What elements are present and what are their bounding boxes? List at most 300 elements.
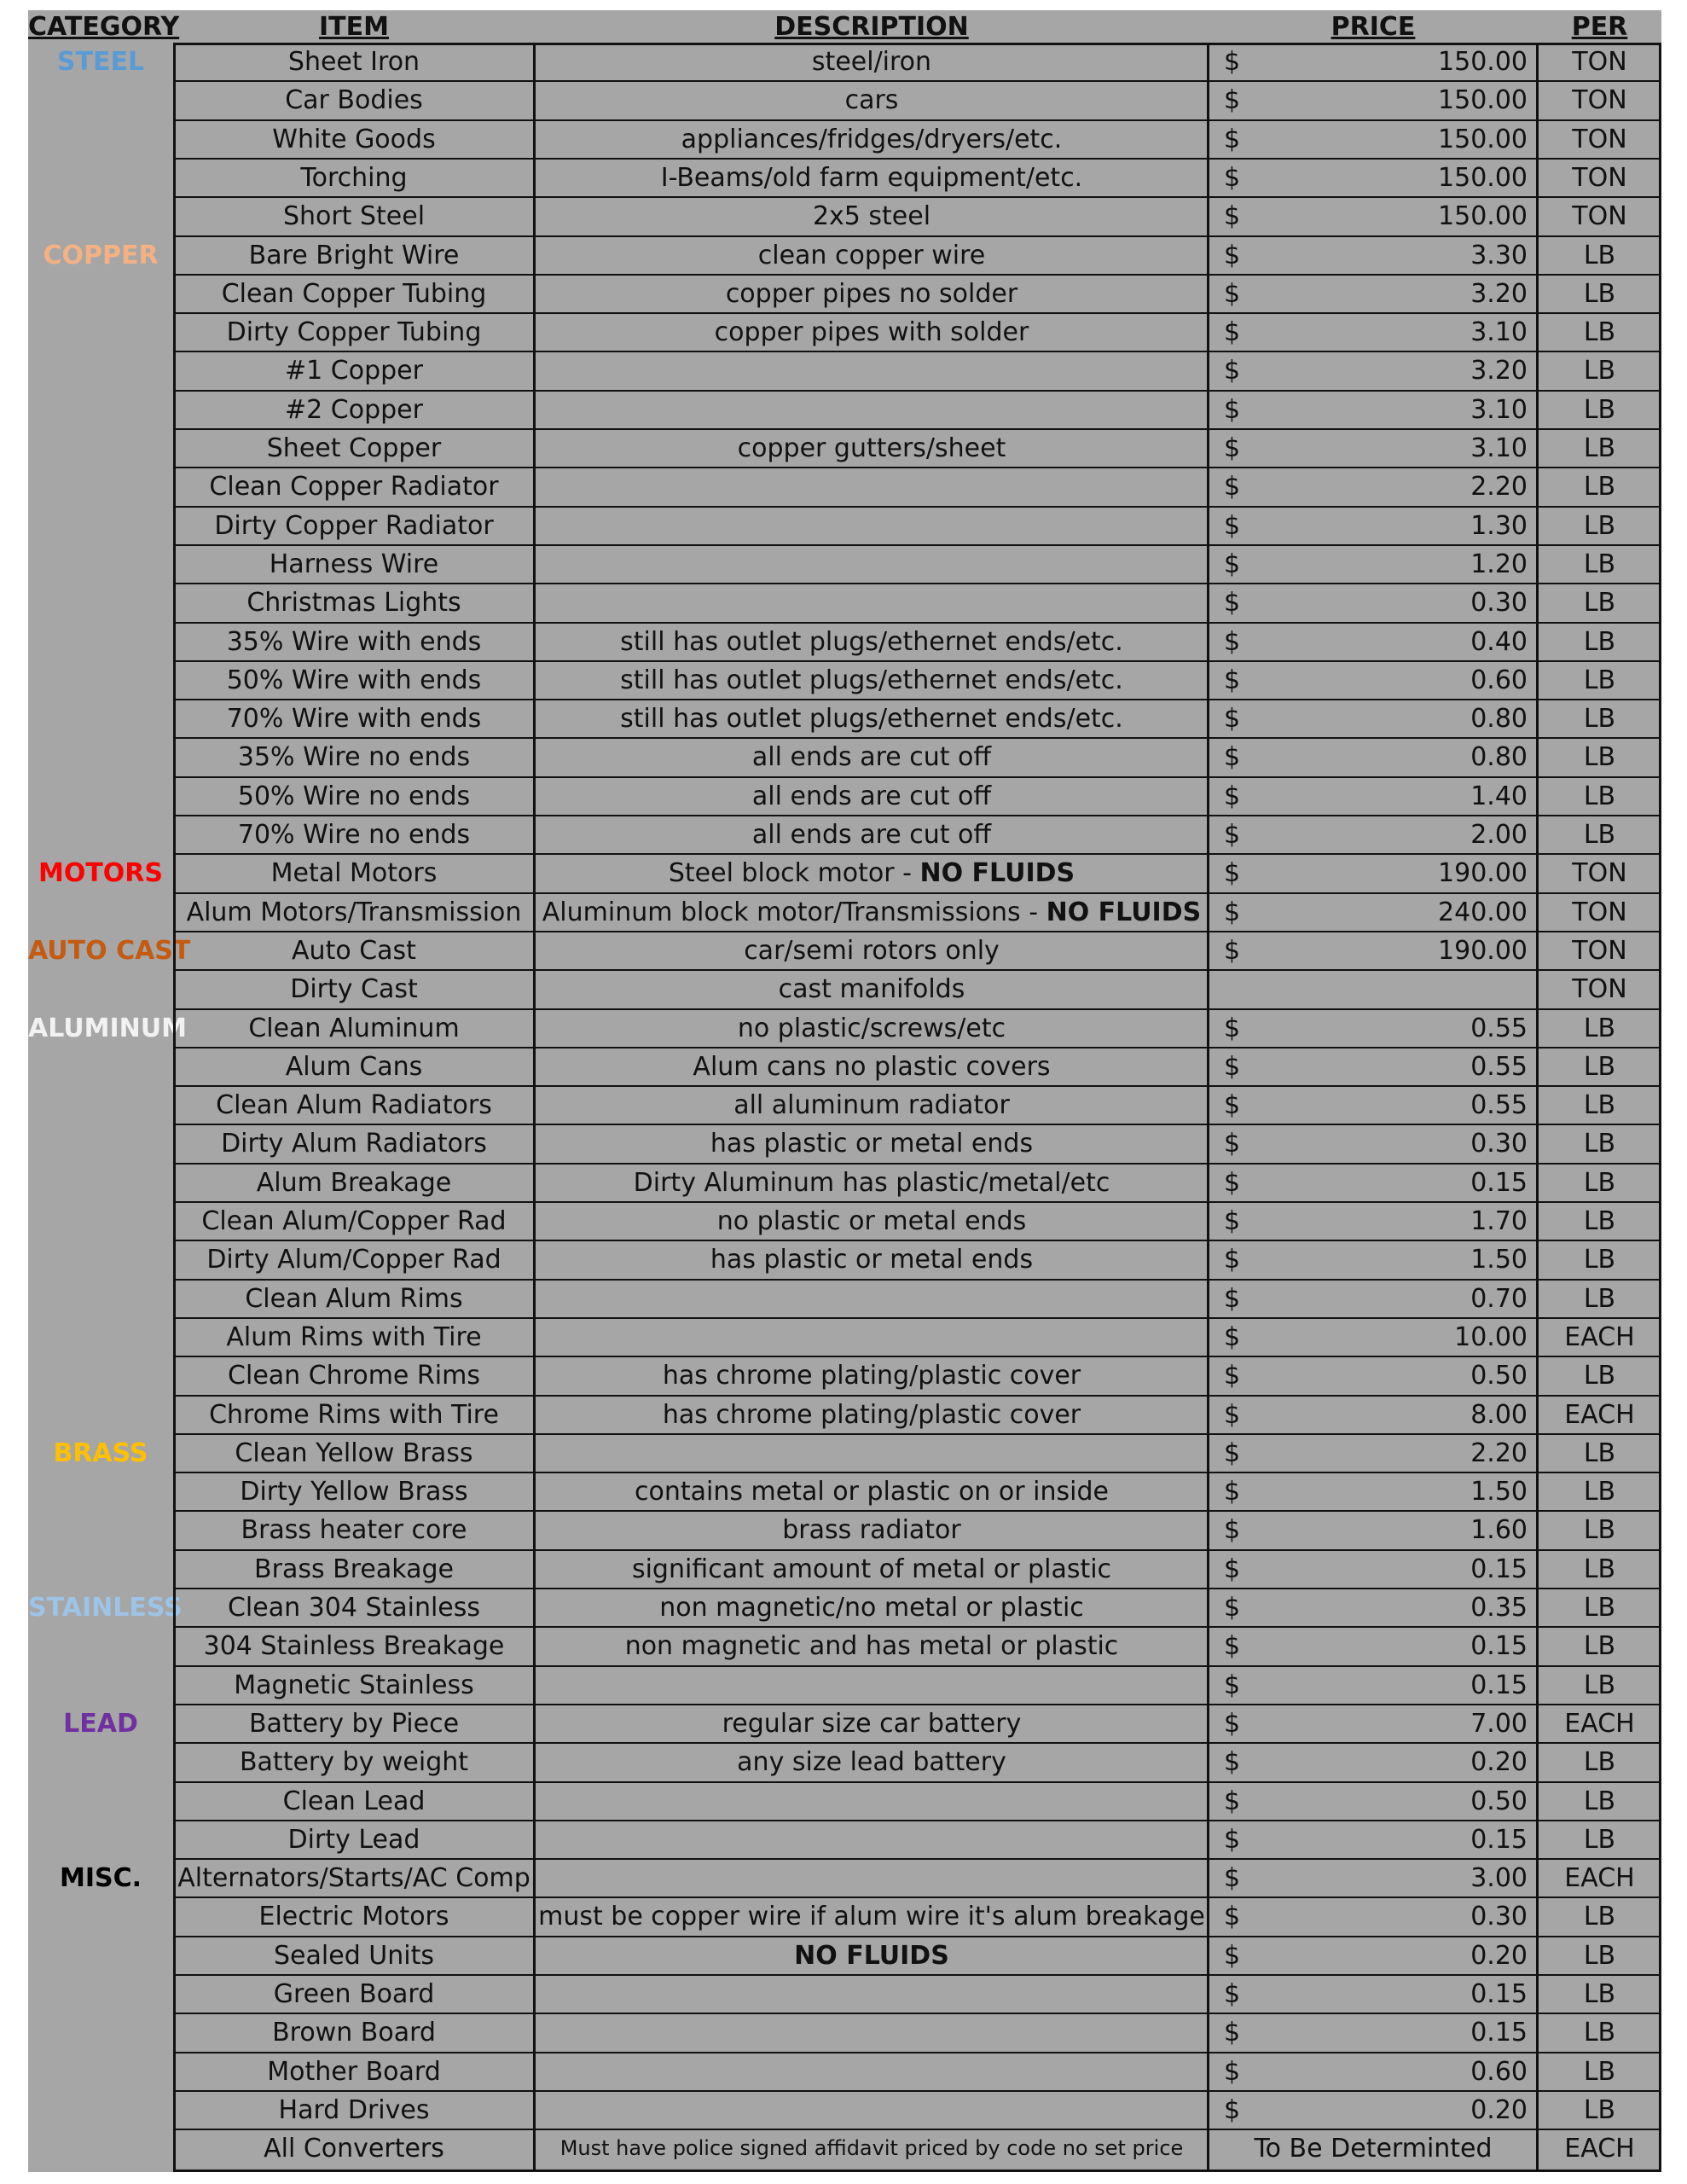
row-divider [173,506,1661,508]
row-divider [173,351,1661,352]
table-row [28,429,1661,468]
currency-symbol: $ [1224,1206,1241,1236]
category-label [28,391,173,429]
price-value: 0.15 [1470,1670,1528,1700]
table-row [28,43,1661,81]
item-description: Aluminum block motor/Transmissions - NO FLUIDS [542,897,1202,927]
item-name: All Converters [264,2134,444,2164]
price-unit: LB [1583,626,1616,657]
row-divider [173,1047,1661,1048]
category-label [28,2013,173,2052]
category-label [28,1975,173,2013]
category-label [28,2129,173,2168]
table-row [28,1589,1661,1627]
item-description: any size lead battery [737,1747,1006,1778]
price-value: 150.00 [1438,124,1528,154]
price-value: 0.40 [1470,626,1528,657]
price-value: 150.00 [1438,85,1528,116]
category-label [28,1550,173,1589]
category-label [28,351,173,390]
item-description: Steel block motor - NO FLUIDS [668,858,1075,889]
item-name: Electric Motors [258,1902,449,1932]
price-value: 0.15 [1470,1631,1528,1662]
price-unit: LB [1583,1129,1616,1159]
currency-symbol: $ [1224,47,1241,77]
row-divider [173,1549,1661,1551]
item-name: Dirty Lead [287,1824,420,1855]
price-value: 0.80 [1470,704,1528,735]
price-unit: TON [1572,201,1627,232]
category-label [28,777,173,816]
currency-symbol: $ [1224,2018,1241,2048]
price-unit: LB [1583,278,1616,309]
price-unit: LB [1583,781,1616,811]
currency-symbol: $ [1224,1979,1241,2009]
row-divider [173,2052,1661,2053]
price-unit: LB [1583,2056,1616,2087]
item-description: non magnetic/no metal or plastic [659,1593,1084,1623]
item-name: 70% Wire no ends [237,820,471,850]
currency-symbol: $ [1224,1013,1241,1043]
table-row [28,1511,1661,1549]
item-description [535,1280,1209,1318]
currency-symbol: $ [1224,394,1241,425]
category-label: MOTORS [38,858,164,889]
item-name: Clean Chrome Rims [228,1361,480,1391]
item-name: Hard Drives [278,2094,430,2125]
item-description: 2x5 steel [812,201,931,232]
price-unit: LB [1583,588,1616,619]
item-description: Dirty Aluminum has plastic/metal/etc [633,1167,1110,1198]
category-label: STEEL [56,47,145,77]
item-name: Alum Breakage [256,1167,452,1198]
item-description: brass radiator [782,1515,961,1546]
row-divider [173,196,1661,198]
item-description: still has outlet plugs/ethernet ends/etc. [620,626,1123,657]
item-description: copper pipes no solder [725,278,1018,309]
table-row [28,1666,1661,1705]
table-row [28,584,1661,622]
price-unit: LB [1583,2094,1616,2125]
price-unit: EACH [1564,1863,1635,1894]
price-value: 3.20 [1470,356,1528,386]
price-unit: TON [1572,124,1627,154]
currency-symbol [1209,970,1260,1008]
table-row [28,738,1661,776]
item-name: Clean Lead [282,1786,426,1816]
item-description: clean copper wire [757,240,986,270]
currency-symbol: $ [1224,510,1241,541]
category-label [28,159,173,197]
category-label: LEAD [63,1708,138,1739]
price-value: 0.15 [1470,1167,1528,1198]
price-unit: LB [1583,2018,1616,2048]
currency-symbol: $ [1224,858,1241,889]
row-divider [173,1820,1661,1821]
item-name: Auto Cast [292,935,416,966]
row-divider [173,1008,1661,1010]
price-unit: LB [1583,1593,1616,1623]
price-value: 3.20 [1470,278,1528,309]
table-row [28,1124,1661,1163]
price-value: 2.20 [1470,472,1528,502]
table-row [28,970,1661,1008]
category-label [28,816,173,854]
item-description: contains metal or plastic on or inside [635,1477,1109,1507]
row-divider [173,815,1661,816]
item-description: no plastic or metal ends [716,1206,1027,1236]
category-label [28,197,173,235]
table-row [28,893,1661,932]
header-per: PER [1571,12,1628,42]
currency-symbol: $ [1224,1167,1241,1198]
item-description: I-Beams/old farm equipment/etc. [660,162,1083,193]
currency-symbol: $ [1224,1090,1241,1121]
table-row [28,2013,1661,2052]
category-label [28,1356,173,1395]
item-name: Chrome Rims with Tire [209,1399,499,1430]
row-divider [173,1201,1661,1203]
currency-symbol: $ [1224,1438,1241,1468]
price-value: 0.15 [1470,1554,1528,1584]
price-unit: TON [1572,85,1627,116]
item-description [535,545,1209,584]
item-description: all aluminum radiator [733,1090,1010,1121]
currency-symbol: $ [1224,2056,1241,2087]
price-value: 0.20 [1470,1940,1528,1971]
category-label: BRASS [53,1438,148,1468]
price-value: 240.00 [1438,897,1528,927]
table-row [28,1897,1661,1936]
price-value: 1.30 [1470,510,1528,541]
category-label: COPPER [43,240,159,270]
category-label [28,1318,173,1356]
row-divider [173,1356,1661,1357]
currency-symbol: $ [1224,1554,1241,1584]
row-divider [173,1510,1661,1512]
price-unit: LB [1583,1477,1616,1507]
price-value: 3.10 [1470,394,1528,425]
price-value: 0.80 [1470,742,1528,773]
category-label [28,1472,173,1511]
price-unit: LB [1583,356,1616,386]
price-value [1260,970,1538,1008]
item-description: has plastic or metal ends [710,1245,1034,1275]
category-label [28,1782,173,1821]
price-unit: LB [1583,1515,1616,1546]
row-divider [173,737,1661,739]
currency-symbol: $ [1224,1786,1241,1816]
item-description [535,1434,1209,1472]
price-unit: TON [1572,935,1627,966]
table-row [28,1356,1661,1395]
currency-symbol: $ [1224,935,1241,966]
item-description: non magnetic and has metal or plastic [624,1631,1119,1662]
item-description [535,2091,1209,2129]
currency-symbol: $ [1224,1051,1241,1082]
price-value: 0.15 [1470,1824,1528,1855]
category-label [28,1240,173,1279]
price-value: 3.30 [1470,240,1528,270]
category-label [28,1937,173,1975]
price-unit: TON [1572,897,1627,927]
item-name: Sheet Iron [287,47,420,77]
category-label [28,2053,173,2091]
no-fluids-note: NO FLUIDS [1046,897,1202,927]
price-unit: LB [1583,1051,1616,1082]
price-unit: LB [1583,1361,1616,1391]
price-unit: LB [1583,820,1616,850]
header-item: ITEM [319,12,389,42]
currency-symbol: $ [1224,1515,1241,1546]
currency-symbol: $ [1224,1399,1241,1430]
item-name: Brass heater core [241,1515,467,1546]
table-row [28,159,1661,197]
price-unit: LB [1583,1554,1616,1584]
price-value: 2.20 [1470,1438,1528,1468]
item-description: car/semi rotors only [744,935,1000,966]
row-divider [173,1240,1661,1241]
price-unit: LB [1583,1206,1616,1236]
item-name: Bare Bright Wire [248,240,460,270]
no-fluids-note: NO FLUIDS [919,858,1075,889]
table-row [28,1240,1661,1279]
table-row [28,120,1661,159]
table-row [28,545,1661,584]
row-divider [173,1317,1661,1319]
item-name: 35% Wire no ends [237,742,471,773]
currency-symbol: $ [1224,433,1241,463]
table-row [28,391,1661,429]
item-description: Must have police signed affidavit priced by code no set price [559,2136,1184,2161]
price-value: 150.00 [1438,162,1528,193]
price-value: 190.00 [1438,858,1528,889]
divider-price-per [1536,43,1539,2172]
currency-symbol: $ [1224,1593,1241,1623]
table-row [28,236,1661,275]
table-row [28,351,1661,390]
category-label: ALUMINUM [28,1013,187,1043]
item-description: significant amount of metal or plastic [631,1554,1112,1584]
price-unit: LB [1583,742,1616,773]
item-name: Alum Cans [285,1051,423,1082]
category-label [28,1280,173,1318]
row-divider [173,1896,1661,1898]
no-fluids-note: NO FLUIDS [794,1940,949,1971]
header-category: CATEGORY [28,12,180,42]
item-description [535,507,1209,545]
header-price: PRICE [1330,12,1416,42]
price-unit: LB [1583,549,1616,579]
row-divider [173,235,1661,237]
price-value: 3.10 [1470,317,1528,348]
price-unit: EACH [1564,1708,1635,1739]
item-name: Harness Wire [269,549,439,579]
item-name: White Goods [272,124,436,154]
item-description: steel/iron [811,47,932,77]
item-description: copper gutters/sheet [737,433,1006,463]
item-description [535,1975,1209,2013]
item-name: Alternators/Starts/AC Comp [177,1863,530,1894]
price-value: 0.20 [1470,1747,1528,1778]
item-name: Dirty Copper Radiator [214,510,494,541]
price-unit: LB [1583,1670,1616,1700]
item-description [535,2013,1209,2052]
table-row [28,1396,1661,1434]
item-name: Magnetic Stainless [234,1670,474,1700]
item-description: cast manifolds [778,974,965,1005]
table-row [28,1782,1661,1821]
table-row [28,468,1661,506]
table-row [28,1318,1661,1356]
row-divider [173,544,1661,546]
table-row [28,777,1661,816]
table-row [28,1009,1661,1048]
item-description: all ends are cut off [751,781,992,811]
row-divider [173,699,1661,700]
table-row [28,1627,1661,1665]
table-row [28,313,1661,351]
currency-symbol: $ [1224,85,1241,116]
row-divider [173,80,1661,82]
category-label [28,970,173,1008]
item-name: Alum Rims with Tire [226,1321,482,1352]
category-label [28,1627,173,1665]
price-unit: LB [1583,1090,1616,1121]
item-name: Car Bodies [285,85,423,116]
item-description: appliances/fridges/dryers/etc. [681,124,1063,154]
currency-symbol: $ [1224,549,1241,579]
category-label [28,661,173,700]
table-row [28,2129,1661,2168]
row-divider [173,622,1661,624]
currency-symbol: $ [1224,2094,1241,2125]
currency-symbol: $ [1224,1824,1241,1855]
item-name: Battery by weight [239,1747,469,1778]
price-value: 1.50 [1470,1477,1528,1507]
item-name: Brass Breakage [254,1554,454,1584]
item-name: Battery by Piece [248,1708,460,1739]
item-name: Metal Motors [270,858,438,889]
price-unit: LB [1583,1902,1616,1932]
item-name: Dirty Yellow Brass [240,1477,468,1507]
row-divider [173,119,1661,121]
row-divider [173,892,1661,894]
price-value: 0.60 [1470,665,1528,695]
price-value: 0.30 [1470,1129,1528,1159]
table-row [28,197,1661,235]
row-divider [173,158,1661,160]
currency-symbol: $ [1224,1670,1241,1700]
currency-symbol: $ [1224,626,1241,657]
price-unit: LB [1583,433,1616,463]
item-name: 50% Wire no ends [237,781,471,811]
item-name: Sheet Copper [266,433,442,463]
table-row [28,661,1661,700]
table-row [28,623,1661,661]
row-divider [173,583,1661,584]
currency-symbol: $ [1224,1631,1241,1662]
table-row [28,1472,1661,1511]
price-value: 1.20 [1470,549,1528,579]
table-row [28,1550,1661,1589]
currency-symbol: $ [1224,1129,1241,1159]
row-divider [173,853,1661,855]
price-unit: LB [1583,1167,1616,1198]
item-name: Brown Board [272,2018,436,2048]
price-value: 0.15 [1470,2018,1528,2048]
table-row [28,1975,1661,2013]
row-divider [173,931,1661,932]
item-name: Dirty Alum Radiators [221,1129,487,1159]
row-divider [173,1974,1661,1976]
currency-symbol: $ [1224,742,1241,773]
item-name: Sealed Units [274,1940,434,1971]
currency-symbol: $ [1224,1747,1241,1778]
item-description: still has outlet plugs/ethernet ends/etc. [620,665,1123,695]
category-label [28,2091,173,2129]
row-divider [173,1626,1661,1628]
category-label: STAINLESS [28,1593,183,1623]
row-divider [173,1124,1661,1125]
row-divider [173,1472,1661,1473]
currency-symbol: $ [1224,162,1241,193]
item-description: Alum cans no plastic covers [693,1051,1051,1082]
table-row [28,2053,1661,2091]
item-name: Clean Alum/Copper Rad [201,1206,507,1236]
table-row [28,1202,1661,1240]
price-unit: LB [1583,472,1616,502]
price-value: 3.00 [1470,1863,1528,1894]
item-description: cars [844,85,899,116]
price-unit: LB [1583,1283,1616,1314]
category-label [28,1396,173,1434]
item-description [535,1782,1209,1821]
category-label [28,507,173,545]
item-description [535,584,1209,622]
item-description: has chrome plating/plastic cover [662,1361,1081,1391]
table-row [28,1937,1661,1975]
row-divider [173,969,1661,971]
item-name: #2 Copper [285,394,423,425]
category-label [28,81,173,119]
currency-symbol: $ [1224,317,1241,348]
price-value: 0.70 [1470,1283,1528,1314]
item-description [535,2053,1209,2091]
table-row [28,1705,1661,1743]
price-unit: LB [1583,1747,1616,1778]
currency-symbol: $ [1224,1708,1241,1739]
price-value: 1.70 [1470,1206,1528,1236]
item-name: Dirty Cast [290,974,418,1005]
category-label [28,700,173,738]
price-value: 1.50 [1470,1245,1528,1275]
currency-symbol: $ [1224,665,1241,695]
currency-symbol: $ [1224,1361,1241,1391]
currency-symbol: $ [1224,1477,1241,1507]
table-row [28,1821,1661,1859]
item-name: Christmas Lights [246,588,461,619]
price-unit: LB [1583,1245,1616,1275]
category-label [28,1511,173,1549]
item-description: all ends are cut off [751,742,992,773]
category-label: MISC. [59,1863,142,1894]
price-value: 0.15 [1470,1979,1528,2009]
item-description: all ends are cut off [751,820,992,850]
item-description: must be copper wire if alum wire it's alum breakage [538,1902,1205,1932]
row-divider [173,1279,1661,1281]
item-name: Clean Alum Rims [245,1283,463,1314]
